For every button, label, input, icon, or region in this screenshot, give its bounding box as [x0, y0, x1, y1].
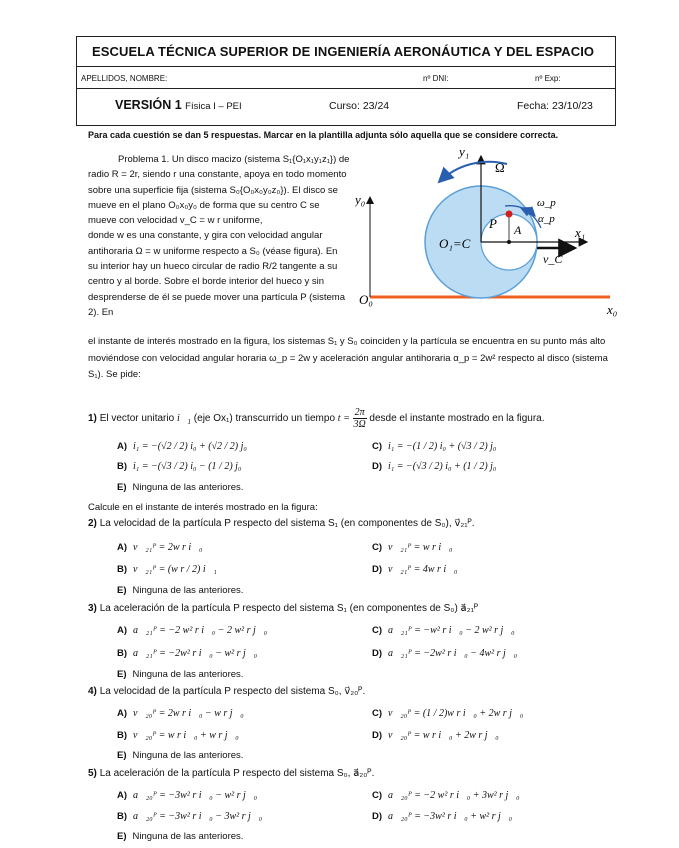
- q4-option-e[interactable]: E) Ninguna de las anteriores.: [117, 750, 244, 761]
- dni-label: nº DNI:: [423, 74, 449, 83]
- q2-option-e-text: Ninguna de las anteriores.: [132, 585, 244, 596]
- q1-option-a-text: i₁ = −(√2 / 2) i₀ + (√2 / 2) j₀: [133, 441, 247, 452]
- q5-option-c-text: a⃗₂₀ᴾ = −2 w² r i⃗₀ + 3w² r j⃗₀: [388, 790, 520, 801]
- q1-text-c: desde el instante mostrado en la figura.: [369, 413, 545, 425]
- q3-option-a[interactable]: A) a⃗₂₁ᴾ = −2 w² r i⃗₀ − 2 w² r j⃗₀: [117, 625, 268, 636]
- problem-statement: [88, 152, 350, 320]
- q3-option-c-text: a⃗₂₁ᴾ = −w² r i⃗₀ − 2 w² r j⃗₀: [388, 625, 515, 636]
- q2-option-e[interactable]: E) Ninguna de las anteriores.: [117, 585, 244, 596]
- q3-option-b-text: a⃗₂₁ᴾ = −2w² r i⃗₀ − w² r j⃗₀: [133, 648, 258, 659]
- q5-option-c[interactable]: C) a⃗₂₀ᴾ = −2 w² r i⃗₀ + 3w² r j⃗₀: [372, 790, 520, 801]
- q1-option-e[interactable]: E) Ninguna de las anteriores.: [117, 482, 244, 493]
- q3-text: La aceleración de la partícula P respecto del sistema S₁ (en componentes de S₀) a⃗₂₁ᴾ: [99, 603, 479, 614]
- q4-option-a-text: v⃗₂₀ᴾ = 2w r i⃗₀ − w r j⃗₀: [133, 708, 244, 719]
- q2-number: 2): [88, 518, 97, 529]
- question-1: [88, 407, 545, 432]
- q4-option-b-text: v⃗₂₀ᴾ = w r i⃗₀ + w r j⃗₀: [133, 730, 239, 741]
- header-title-row: [77, 37, 615, 67]
- q1-option-c[interactable]: C) i₁ = −(1 / 2) i₀ + (√3 / 2) j₀: [372, 441, 497, 452]
- q3-option-e-text: Ninguna de las anteriores.: [132, 669, 244, 680]
- problem-paragraph-2: donde w es una constante, y gira con velocidad angular antihoraria Ω = w uniforme respecto a S₀ (véase figura). En su interior hay un hueco circular de radio R/2 tangente a su centro y al borde. Sobre el borde interior del hueco y sin desprenderse de él se puede mover una partícula P (sistema 2). En: [88, 230, 346, 318]
- q2-option-d[interactable]: D) v⃗₂₁ᴾ = 4w r i⃗₀: [372, 564, 458, 575]
- q4-option-c-text: v⃗₂₀ᴾ = (1 / 2)w r i⃗₀ + 2w r j⃗₀: [388, 708, 524, 719]
- instructions: Para cada cuestión se dan 5 respuestas. Marcar en la plantilla adjunta sólo aquella que se considere correcta.: [88, 130, 559, 140]
- subject-label: Física I – PEI: [185, 101, 242, 112]
- calc-instruction: Calcule en el instante de interés mostrado en la figura:: [88, 502, 318, 513]
- q5-option-a[interactable]: A) a⃗₂₀ᴾ = −3w² r i⃗₀ − w² r j⃗₀: [117, 790, 258, 801]
- problem-paragraph-1: Problema 1. Un disco macizo (sistema S₁{O₁x₁y₁z₁}) de radio R = 2r, siendo r una constante, apoya en todo momento sobre una superficie fija (sistema S₀{O₀x₀y₀z₀}). El disco se mueve en el plano O₀x₀y₀ de forma que su centro C se mueve con velocidad v_C = w r uniforme,: [88, 154, 350, 227]
- q2-option-c-text: v⃗₂₁ᴾ = w r i⃗₀: [388, 542, 453, 553]
- label-omega-p: ω_p: [537, 197, 556, 209]
- q4-option-b[interactable]: B) v⃗₂₀ᴾ = w r i⃗₀ + w r j⃗₀: [117, 730, 239, 741]
- version-number: VERSIÓN 1: [115, 98, 182, 112]
- q4-option-d-text: v⃗₂₀ᴾ = w r i⃗₀ + 2w r j⃗₀: [388, 730, 499, 741]
- q5-option-e[interactable]: E) Ninguna de las anteriores.: [117, 831, 244, 842]
- q1-option-d-text: i₁ = −(√3 / 2) i₀ + (1 / 2) j₀: [388, 461, 497, 472]
- question-2: [88, 518, 475, 529]
- label-omega: Ω: [495, 160, 505, 175]
- label-alpha-p: α_p: [538, 213, 555, 225]
- q3-option-a-text: a⃗₂₁ᴾ = −2 w² r i⃗₀ − 2 w² r j⃗₀: [133, 625, 268, 636]
- school-name: ESCUELA TÉCNICA SUPERIOR DE INGENIERÍA AERONÁUTICA Y DEL ESPACIO: [92, 44, 595, 59]
- q4-text: La velocidad de la partícula P respecto del sistema S₀, v⃗₂₀ᴾ.: [99, 686, 366, 697]
- q5-option-a-text: a⃗₂₀ᴾ = −3w² r i⃗₀ − w² r j⃗₀: [133, 790, 258, 801]
- q1-option-d[interactable]: D) i₁ = −(√3 / 2) i₀ + (1 / 2) j₀: [372, 461, 497, 472]
- time-fraction: [353, 407, 367, 430]
- q2-option-a[interactable]: A) v⃗₂₁ᴾ = 2w r i⃗₀: [117, 542, 203, 553]
- question-3: [88, 603, 478, 614]
- q4-option-d[interactable]: D) v⃗₂₀ᴾ = w r i⃗₀ + 2w r j⃗₀: [372, 730, 499, 741]
- label-o1-c: O₁=C: [439, 236, 471, 251]
- q4-option-c[interactable]: C) v⃗₂₀ᴾ = (1 / 2)w r i⃗₀ + 2w r j⃗₀: [372, 708, 524, 719]
- label-x0: x₀: [607, 302, 618, 317]
- label-o0: O₀: [359, 292, 373, 307]
- label-y0: y₀: [355, 192, 366, 207]
- label-y1: y₁: [459, 144, 470, 159]
- q5-option-d[interactable]: D) a⃗₂₀ᴾ = −3w² r i⃗₀ + w² r j⃗₀: [372, 811, 513, 822]
- q2-option-d-text: v⃗₂₁ᴾ = 4w r i⃗₀: [388, 564, 458, 575]
- q1-option-a[interactable]: A) i₁ = −(√2 / 2) i₀ + (√2 / 2) j₀: [117, 441, 247, 452]
- q4-number: 4): [88, 686, 97, 697]
- q3-option-d-text: a⃗₂₁ᴾ = −2w² r i⃗₀ − 4w² r j⃗₀: [388, 648, 518, 659]
- q1-text-a: El vector unitario: [99, 413, 175, 425]
- header-student-row: [77, 67, 615, 89]
- version-label: [115, 98, 242, 112]
- q2-option-a-text: v⃗₂₁ᴾ = 2w r i⃗₀: [133, 542, 203, 553]
- q1-option-e-text: Ninguna de las anteriores.: [132, 482, 244, 493]
- q5-option-b[interactable]: B) a⃗₂₀ᴾ = −3w² r i⃗₀ − 3w² r j⃗₀: [117, 811, 263, 822]
- header-version-row: [77, 89, 615, 125]
- date-label: Fecha: 23/10/23: [517, 100, 593, 112]
- q5-option-d-text: a⃗₂₀ᴾ = −3w² r i⃗₀ + w² r j⃗₀: [388, 811, 513, 822]
- q2-option-b-text: v⃗₂₁ᴾ = (w r / 2) i⃗₁: [133, 564, 217, 575]
- question-4: [88, 686, 365, 697]
- q5-option-e-text: Ninguna de las anteriores.: [132, 831, 244, 842]
- label-x1: x₁: [575, 225, 586, 240]
- exp-label: nº Exp:: [535, 74, 561, 83]
- q1-option-c-text: i₁ = −(1 / 2) i₀ + (√3 / 2) j₀: [388, 441, 497, 452]
- apellidos-label: APELLIDOS, NOMBRE:: [81, 74, 168, 83]
- q3-option-b[interactable]: B) a⃗₂₁ᴾ = −2w² r i⃗₀ − w² r j⃗₀: [117, 648, 258, 659]
- q3-number: 3): [88, 603, 97, 614]
- particle-p: [506, 211, 513, 218]
- time-numerator: 2π: [354, 407, 365, 418]
- label-p: P: [489, 216, 497, 231]
- q5-number: 5): [88, 768, 97, 779]
- label-vc: v_C: [543, 252, 563, 266]
- unit-vector-i1: $i⃗_1$: [176, 413, 192, 427]
- q1-number: 1): [88, 413, 97, 425]
- label-a: A: [514, 223, 522, 237]
- q2-option-b[interactable]: B) v⃗₂₁ᴾ = (w r / 2) i⃗₁: [117, 564, 217, 575]
- q3-option-c[interactable]: C) a⃗₂₁ᴾ = −w² r i⃗₀ − 2 w² r j⃗₀: [372, 625, 515, 636]
- q1-option-b[interactable]: B) i₁ = −(√3 / 2) i₀ − (1 / 2) j₀: [117, 461, 242, 472]
- q3-option-e[interactable]: E) Ninguna de las anteriores.: [117, 669, 244, 680]
- exam-header: [76, 36, 616, 126]
- point-a: [507, 240, 511, 244]
- q4-option-e-text: Ninguna de las anteriores.: [132, 750, 244, 761]
- time-denominator: 3Ω: [353, 419, 366, 430]
- q1-text-b: (eje Ox₁) transcurrido un tiempo: [193, 413, 336, 425]
- question-5: [88, 768, 374, 779]
- t-symbol: t =: [337, 413, 350, 425]
- disc-figure: [355, 142, 625, 320]
- q3-option-d[interactable]: D) a⃗₂₁ᴾ = −2w² r i⃗₀ − 4w² r j⃗₀: [372, 648, 518, 659]
- q5-option-b-text: a⃗₂₀ᴾ = −3w² r i⃗₀ − 3w² r j⃗₀: [133, 811, 263, 822]
- q1-option-b-text: i₁ = −(√3 / 2) i₀ − (1 / 2) j₀: [133, 461, 242, 472]
- q2-option-c[interactable]: C) v⃗₂₁ᴾ = w r i⃗₀: [372, 542, 453, 553]
- q5-text: La aceleración de la partícula P respecto del sistema S₀, a⃗₂₀ᴾ.: [99, 768, 375, 779]
- q4-option-a[interactable]: A) v⃗₂₀ᴾ = 2w r i⃗₀ − w r j⃗₀: [117, 708, 244, 719]
- q2-text: La velocidad de la partícula P respecto del sistema S₁ (en componentes de S₀), v⃗₂₁ᴾ.: [99, 518, 475, 529]
- problem-paragraph-3: el instante de interés mostrado en la figura, los sistemas S₁ y S₀ coinciden y la partícula se encuentra en su punto más alto moviéndose con velocidad angular horaria ω_p = 2w y aceleración angular antihoraria α_p = 2w² respecto al disco (sistema S₁). Se pide:: [88, 336, 608, 380]
- course-label: Curso: 23/24: [329, 100, 390, 112]
